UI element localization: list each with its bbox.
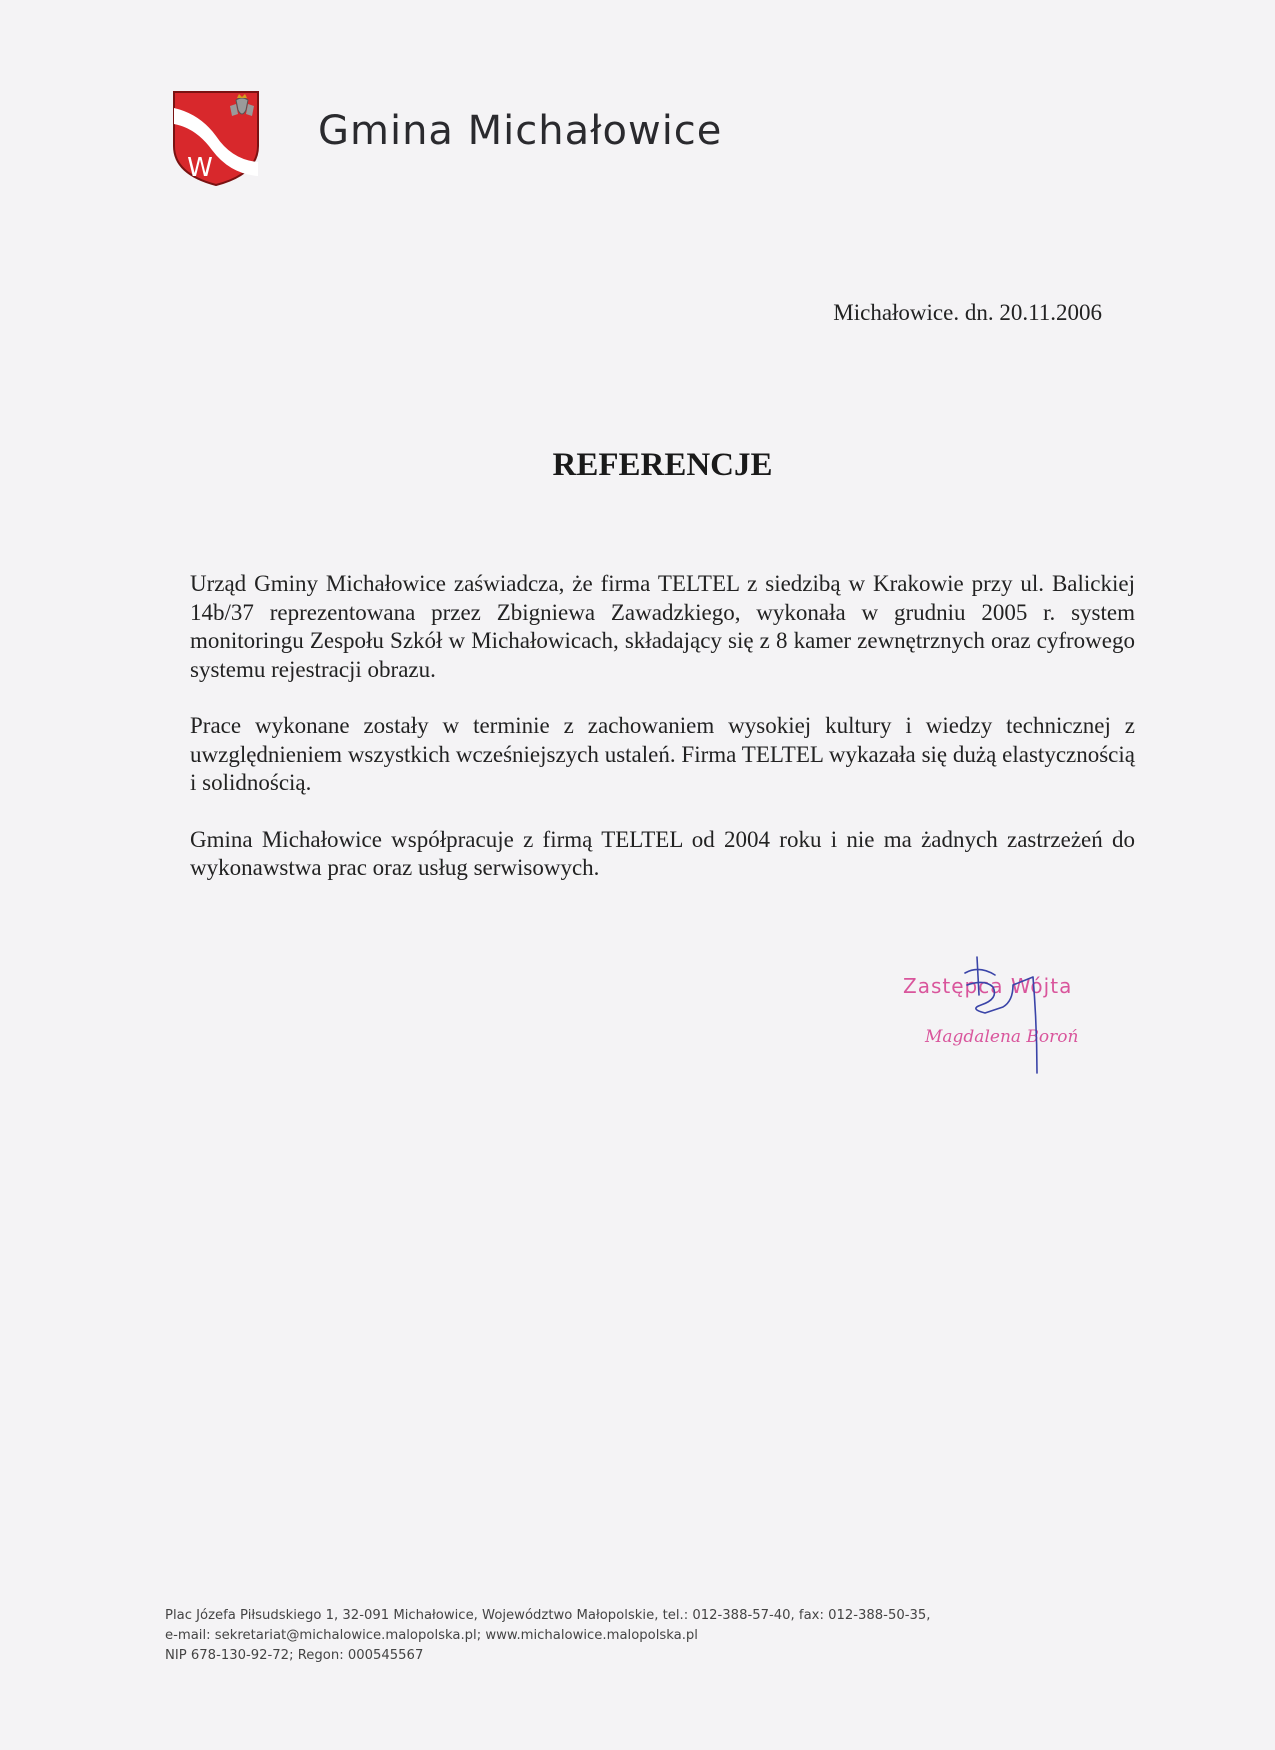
handwritten-signature [895, 955, 1155, 1075]
footer-ids: NIP 678-130-92-72; Regon: 000545567 [165, 1648, 424, 1663]
footer-address: Plac Józefa Piłsudskiego 1, 32-091 Michałowice, Województwo Małopolskie, tel.: 012-388-57-40, fax: 012-388-50-35, [165, 1608, 931, 1623]
date-line: Michałowice. dn. 20.11.2006 [833, 300, 1102, 325]
footer [165, 1606, 930, 1666]
stamp-name: Magdalena Boroń [925, 1027, 1079, 1047]
crest-letter: W [187, 153, 213, 183]
paragraph: Prace wykonane zostały w terminie z zachowaniem wysokiej kultury i wiedzy technicznej z uwzględnieniem wszystkich wcześniejszych ustaleń. Firma TELTEL wykazała się dużą elastycznością i solidnością. [190, 713, 1135, 795]
stamp-title: Zastępca Wójta [903, 974, 1073, 998]
letter-body [190, 570, 1135, 911]
paragraph: Gmina Michałowice współpracuje z firmą TELTEL od 2004 roku i nie ma żadnych zastrzeżeń do wykonawstwa prac oraz usług serwisowych. [190, 826, 1135, 880]
coat-of-arms-icon [170, 88, 262, 188]
official-stamp [895, 955, 1155, 1075]
paragraph: Urząd Gminy Michałowice zaświadcza, że firma TELTEL z siedzibą w Krakowie przy ul. Balickiej 14b/37 reprezentowana przez Zbigniewa Zawadzkiego, wykonała w grudniu 2005 r. system monitoringu Zespołu Szkół w Michałowicach, składający się z 8 kamer zewnętrznych oraz cyfrowego systemu rejestracji obrazu. [190, 571, 1135, 682]
organization-name: Gmina Michałowice [318, 108, 723, 154]
footer-contact: e-mail: sekretariat@michalowice.malopolska.pl; www.michalowice.malopolska.pl [165, 1628, 698, 1643]
document-title: REFERENCJE [552, 447, 773, 483]
